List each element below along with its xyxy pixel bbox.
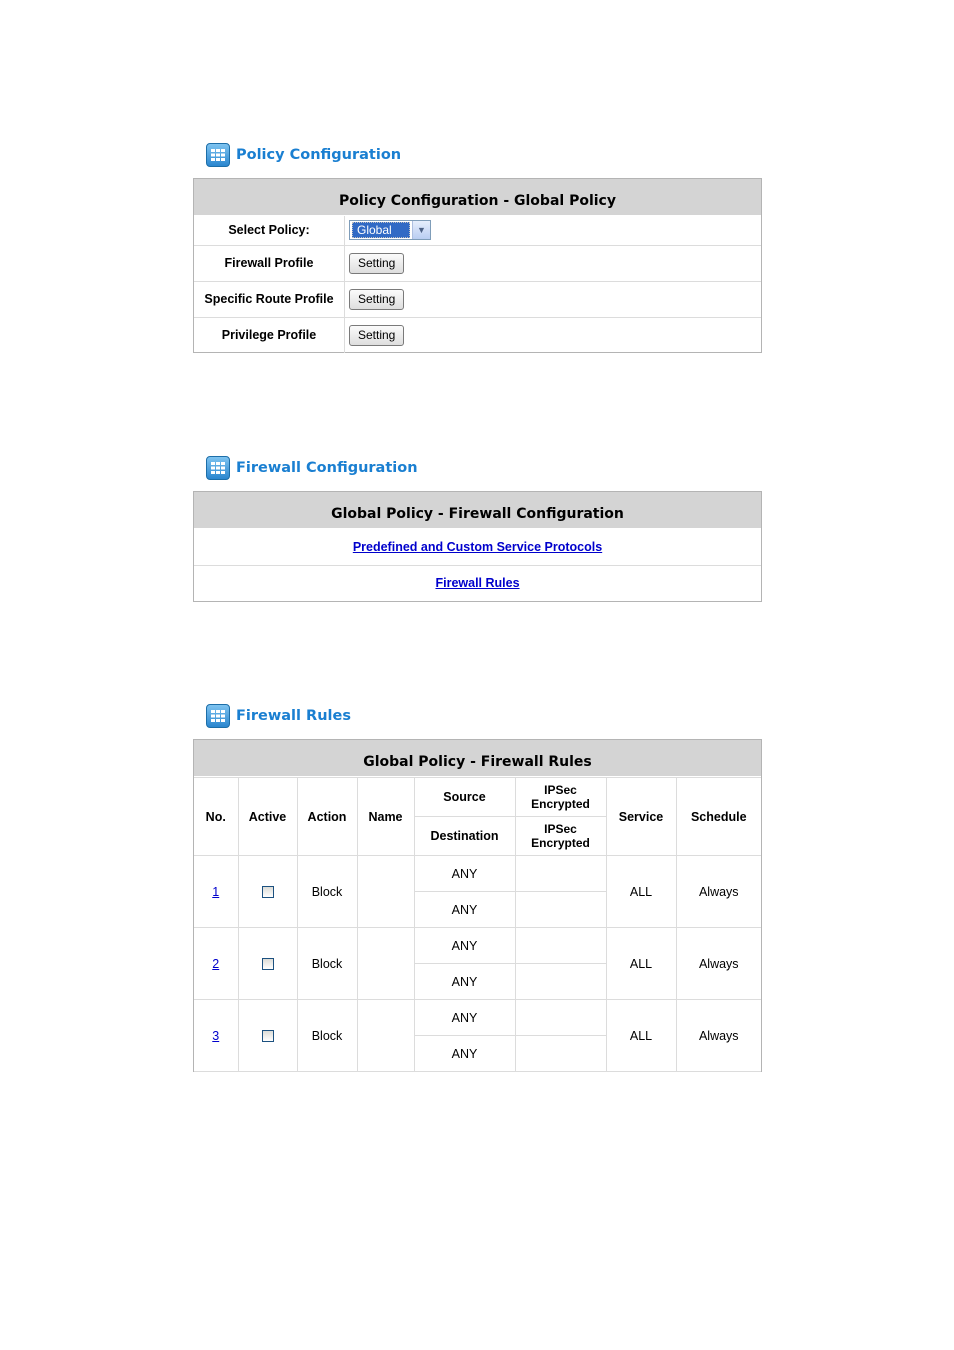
rule-ipsec-source [515,928,606,964]
grid-icon [206,456,230,480]
rules-table [194,777,761,1072]
service-protocols-link[interactable]: Predefined and Custom Service Protocols [352,539,603,554]
rule-service: ALL [606,856,676,928]
rule-ipsec-destination [515,892,606,928]
firewall-link-row [194,565,761,601]
rule-number-link[interactable]: 2 [212,956,220,971]
table-row [194,856,761,892]
policy-row-firewall [194,245,761,281]
rule-number-link[interactable]: 1 [212,884,220,899]
firewall-panel-header: Global Policy - Firewall Configuration [194,492,761,529]
policy-section-heading [206,142,401,168]
col-schedule: Schedule [676,778,761,856]
rule-ipsec-destination [515,964,606,1000]
rule-ipsec-source [515,1000,606,1036]
privilege-profile-setting-button[interactable]: Setting [349,325,404,346]
rule-source: ANY [414,856,515,892]
firewall-panel [193,491,762,602]
grid-icon [206,704,230,728]
rule-schedule: Always [676,928,761,1000]
policy-panel-header: Policy Configuration - Global Policy [194,179,761,216]
rules-panel [193,739,762,1072]
firewall-rules-link[interactable]: Firewall Rules [435,576,520,591]
policy-table [194,216,761,353]
rules-section-title: Firewall Rules [236,708,351,724]
rule-source: ANY [414,1000,515,1036]
rule-name [357,928,414,1000]
table-row [194,1000,761,1036]
rule-ipsec-destination [515,1036,606,1072]
col-name: Name [357,778,414,856]
rules-header-row [194,778,761,817]
rule-active-checkbox[interactable] [262,1030,274,1042]
firewall-section-heading [206,455,418,481]
rule-name [357,1000,414,1072]
rule-service: ALL [606,928,676,1000]
firewall-profile-label: Firewall Profile [194,245,345,281]
col-action: Action [297,778,357,856]
chevron-down-icon[interactable]: ▼ [412,221,430,239]
specific-route-profile-label: Specific Route Profile [194,281,345,317]
rule-action: Block [297,1000,357,1072]
select-policy-label: Select Policy: [194,216,345,245]
col-source: Source [414,778,515,817]
rule-destination: ANY [414,1036,515,1072]
rule-source: ANY [414,928,515,964]
rule-destination: ANY [414,964,515,1000]
policy-panel [193,178,762,353]
firewall-section-title: Firewall Configuration [236,460,418,476]
table-row [194,928,761,964]
policy-select[interactable] [349,220,431,240]
policy-select-value: Global [352,222,410,238]
policy-row-route [194,281,761,317]
col-active: Active [238,778,297,856]
rule-ipsec-source [515,856,606,892]
rule-action: Block [297,856,357,928]
rule-action: Block [297,928,357,1000]
rule-schedule: Always [676,856,761,928]
firewall-links-table [194,529,761,601]
policy-row-select [194,216,761,245]
firewall-profile-setting-button[interactable]: Setting [349,253,404,274]
policy-row-privilege [194,317,761,353]
col-destination: Destination [414,817,515,856]
rules-section-heading [206,703,351,729]
rule-name [357,856,414,928]
privilege-profile-label: Privilege Profile [194,317,345,353]
rules-panel-header: Global Policy - Firewall Rules [194,740,761,777]
rule-service: ALL [606,1000,676,1072]
policy-section-title: Policy Configuration [236,147,402,163]
rule-number-link[interactable]: 3 [212,1028,220,1043]
specific-route-setting-button[interactable]: Setting [349,289,404,310]
col-no: No. [194,778,238,856]
rule-active-checkbox[interactable] [262,958,274,970]
col-service: Service [606,778,676,856]
rule-schedule: Always [676,1000,761,1072]
rule-destination: ANY [414,892,515,928]
firewall-link-row [194,529,761,565]
grid-icon [206,143,230,167]
rule-active-checkbox[interactable] [262,886,274,898]
col-ipsec-destination: IPSec Encrypted [515,817,606,856]
col-ipsec-source: IPSec Encrypted [515,778,606,817]
